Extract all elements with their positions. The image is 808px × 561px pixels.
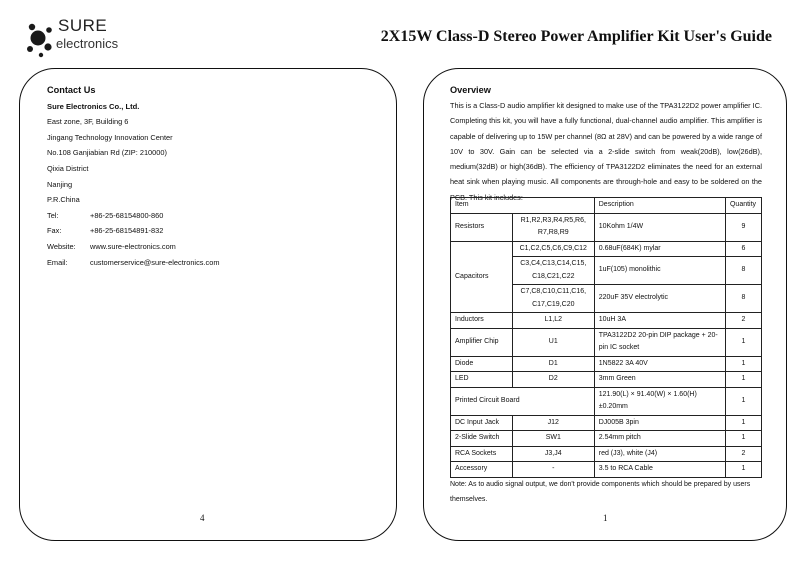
desc-cell: 1uF(105) monolithic [594,257,725,285]
overview-section [450,83,762,205]
parts-table [450,197,762,478]
qty-cell: 1 [725,431,761,447]
website-row [47,239,219,255]
fax-value: +86-25-68154891-832 [90,226,164,236]
qty-cell: 1 [725,328,761,356]
table-row [451,431,762,447]
desc-cell: 121.90(L) × 91.40(W) × 1.60(H) ±0.20mm [594,387,725,415]
item-cell: Accessory [451,462,513,478]
document-title: 2X15W Class-D Stereo Power Amplifier Kit User's Guide [380,28,772,45]
desc-cell: 220uF 35V electrolytic [594,285,725,313]
item-cell: RCA Sockets [451,446,513,462]
company-name: Sure Electronics Co., Ltd. [47,101,140,111]
item-cell: 2-Slide Switch [451,431,513,447]
tel-row [47,208,219,224]
ref-cell: - [512,462,594,478]
ref-cell: C7,C8,C10,C11,C16, C17,C19,C20 [512,285,594,313]
ref-cell: J3,J4 [512,446,594,462]
item-cell: Diode [451,356,513,372]
qty-cell: 2 [725,446,761,462]
table-row [451,213,762,241]
table-row [451,462,762,478]
address-line: Qixia District [47,163,89,173]
note-text: Note: As to audio signal output, we don't provide components which should be prepared by users themselves. [450,481,751,503]
qty-cell: 8 [725,285,761,313]
tel-label: Tel: [47,210,59,220]
desc-cell: red (J3), white (J4) [594,446,725,462]
desc-cell: TPA3122D2 20-pin DIP package + 20-pin IC socket [594,328,725,356]
address-line: East zone, 3F, Building 6 [47,117,129,127]
table-row [451,356,762,372]
table-row [451,313,762,329]
logo-subword: electronics [56,36,119,51]
table-row [451,372,762,388]
header-item: Item [451,198,595,214]
address-line: No.108 Ganjiabian Rd (ZIP: 210000) [47,148,167,158]
address-line: P.R.China [47,195,80,205]
desc-cell: 10Kohm 1/4W [594,213,725,241]
ref-cell: C3,C4,C13,C14,C15, C18,C21,C22 [512,257,594,285]
ref-cell: L1,L2 [512,313,594,329]
table-row [451,387,762,415]
qty-cell: 1 [725,356,761,372]
ref-cell: R1,R2,R3,R4,R5,R6, R7,R8,R9 [512,213,594,241]
item-cell: Amplifier Chip [451,328,513,356]
fax-row [47,223,219,239]
tel-value: +86-25-68154800-860 [90,210,164,220]
ref-cell: D2 [512,372,594,388]
email-row [47,255,219,271]
qty-cell: 1 [725,387,761,415]
item-cell: LED [451,372,513,388]
item-cell: Resistors [451,213,513,241]
item-cell: DC Input Jack [451,415,513,431]
website-link[interactable]: www.sure-electronics.com [90,241,176,251]
ref-cell: C1,C2,C5,C6,C9,C12 [512,241,594,257]
header-description: Description [594,198,725,214]
page-number-right: 1 [603,513,608,523]
item-cell: Inductors [451,313,513,329]
qty-cell: 1 [725,415,761,431]
desc-cell: DJ005B 3pin [594,415,725,431]
desc-cell: 3.5 to RCA Cable [594,462,725,478]
desc-cell: 0.68uF(684K) mylar [594,241,725,257]
desc-cell: 3mm Green [594,372,725,388]
ref-cell: SW1 [512,431,594,447]
table-header-row [451,198,762,214]
overview-heading: Overview [450,85,491,95]
qty-cell: 8 [725,257,761,285]
qty-cell: 9 [725,213,761,241]
item-cell: Printed Circuit Board [451,387,595,415]
ref-cell: U1 [512,328,594,356]
table-row [451,328,762,356]
table-row [451,241,762,257]
qty-cell: 2 [725,313,761,329]
table-row [451,446,762,462]
contact-section [47,83,219,270]
page-number-left: 4 [200,513,205,523]
qty-cell: 6 [725,241,761,257]
fax-label: Fax: [47,226,62,236]
ref-cell: J12 [512,415,594,431]
table-row [451,415,762,431]
contact-heading: Contact Us [47,85,96,95]
overview-body: This is a Class-D audio amplifier kit designed to make use of the TPA3122D2 power amplifier IC. Completing this kit, you will have a fully functional, dual-channel audio amplifier. This amplifier is capable of delivering up to 15W per channel (8Ω at 28V) and can be powered by a wide range of 10V to 30V. Gain can be selected via a 2-slide switch from weak(20dB), low(26dB), medium(32dB) or high(36dB). The efficiency of TPA3122D2 eliminates the need for an external heat sink when playing music. All components are through-hole and easy to be soldered on the PCB. This kit includes: [450,101,762,202]
address-line: Nanjing [47,179,73,189]
ref-cell: D1 [512,356,594,372]
website-label: Website: [47,241,76,251]
email-link[interactable]: customerservice@sure-electronics.com [90,257,220,267]
qty-cell: 1 [725,372,761,388]
desc-cell: 2.54mm pitch [594,431,725,447]
desc-cell: 10uH 3A [594,313,725,329]
logo-word: SURE [58,16,108,35]
address-line: Jingang Technology Innovation Center [47,132,173,142]
email-label: Email: [47,257,68,267]
desc-cell: 1N5822 3A 40V [594,356,725,372]
qty-cell: 1 [725,462,761,478]
item-cell: Capacitors [451,241,513,313]
header-quantity: Quantity [725,198,761,214]
